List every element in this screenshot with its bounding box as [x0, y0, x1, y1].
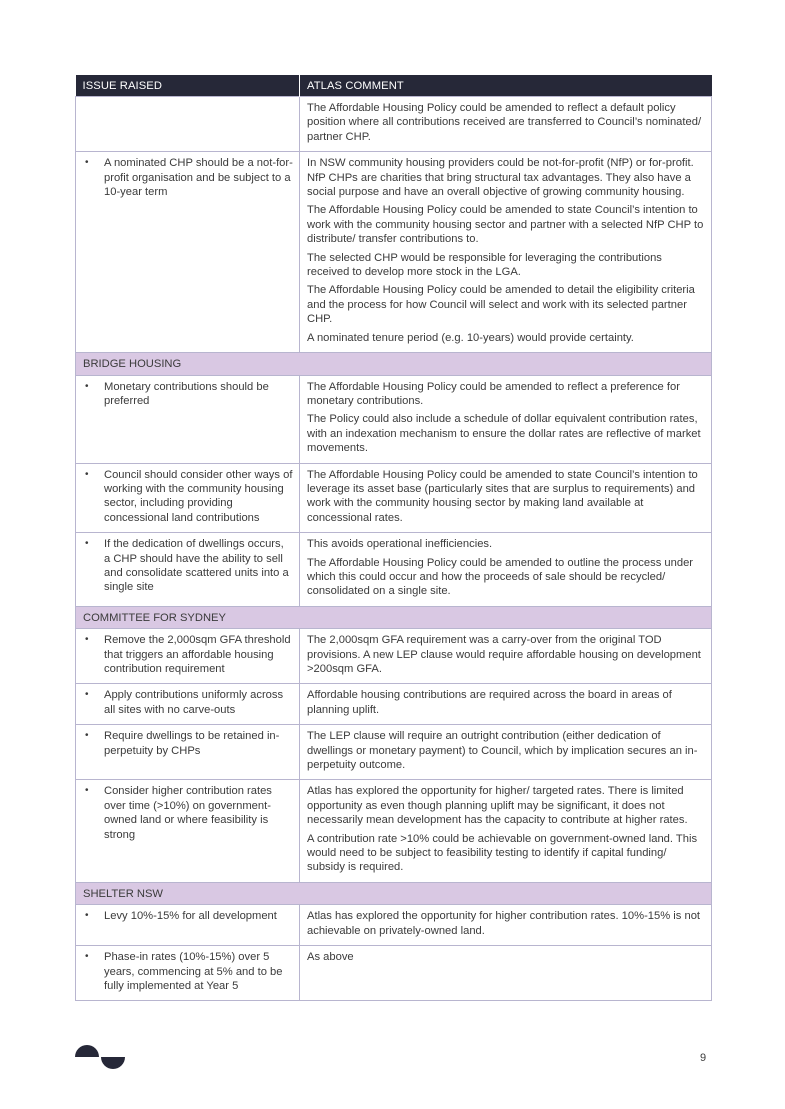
table-header-row	[76, 75, 712, 97]
comment-paragraph: The Policy could also include a schedule of dollar equivalent contribution rates, with an indexation mechanism to ensure the dollar rates are reflective of market movements.	[307, 413, 701, 455]
comment-cell	[300, 533, 712, 607]
comment-cell	[300, 463, 712, 533]
issue-text: A nominated CHP should be a not-for-profit organisation and be subject to a 10-year term	[104, 157, 293, 199]
issue-bullet	[83, 380, 293, 409]
atlas-wave-logo-icon	[75, 1044, 125, 1070]
comment-cell	[300, 629, 712, 684]
bullet-icon: •	[85, 951, 89, 963]
issue-bullet	[83, 729, 293, 758]
comment-cell	[300, 725, 712, 780]
issues-table	[75, 75, 712, 1001]
issue-bullet	[83, 468, 293, 526]
issue-cell	[76, 629, 300, 684]
bullet-icon: •	[85, 538, 89, 550]
issue-bullet	[83, 909, 293, 923]
table-row	[76, 533, 712, 607]
comment-paragraph: A nominated tenure period (e.g. 10-years) would provide certainty.	[307, 331, 634, 344]
table-row	[76, 725, 712, 780]
section-label: COMMITTEE FOR SYDNEY	[76, 606, 712, 628]
bullet-icon: •	[85, 689, 89, 701]
issue-cell	[76, 375, 300, 463]
issue-text: Levy 10%-15% for all development	[104, 910, 277, 923]
issue-bullet	[83, 784, 293, 842]
header-issue-raised: ISSUE RAISED	[76, 75, 300, 97]
table-row	[76, 629, 712, 684]
comment-paragraph: The Affordable Housing Policy could be amended to state Council’s intention to work with the community housing sector and partner with a selected NfP CHP to distribute/ transfer contributions to.	[307, 204, 704, 246]
issue-cell	[76, 152, 300, 353]
bullet-icon: •	[85, 380, 89, 392]
comment-paragraph: Affordable housing contributions are required across the board in areas of planning uplift.	[307, 689, 672, 716]
comment-paragraph: Atlas has explored the opportunity for higher contribution rates. 10%-15% is not achievable on privately-owned land.	[307, 910, 701, 937]
comment-paragraph: The selected CHP would be responsible for leveraging the contributions received to develop more stock in the LGA.	[307, 251, 662, 279]
issues-table-container	[75, 75, 711, 1001]
comment-paragraph: A contribution rate >10% could be achievable on government-owned land. This would need to be subject to feasibility testing to identify if capital funding/ subsidy is required.	[307, 832, 698, 874]
comment-paragraph: The Affordable Housing Policy could be amended to reflect a default policy position where all contributions received are transferred to Council’s nominated/ partner CHP.	[307, 102, 702, 143]
issue-text: Remove the 2,000sqm GFA threshold that triggers an affordable housing contribution requirement	[104, 634, 291, 675]
issue-cell	[76, 725, 300, 780]
table-row	[76, 780, 712, 882]
issue-text: Require dwellings to be retained in-perpetuity by CHPs	[104, 730, 280, 757]
comment-paragraph: In NSW community housing providers could be not-for-profit (NfP) or for-profit. NfP CHPs are charities that bring structural tax advantages. They also have a social purpose and have an overall objective of growing community housing.	[307, 157, 694, 199]
issue-text: Apply contributions uniformly across all sites with no carve-outs	[104, 689, 284, 716]
section-row	[76, 882, 712, 904]
table-row	[76, 463, 712, 533]
bullet-icon: •	[85, 785, 89, 797]
table-row	[76, 684, 712, 725]
issue-text: If the dedication of dwellings occurs, a CHP should have the ability to sell and consolidate scattered units into a single site	[104, 538, 289, 594]
table-row	[76, 97, 712, 152]
bullet-icon: •	[85, 468, 89, 480]
issue-cell	[76, 97, 300, 152]
table-row	[76, 905, 712, 946]
issue-bullet	[83, 156, 293, 199]
comment-paragraph: The Affordable Housing Policy could be amended to outline the process under which this could occur and how the proceeds of sale should be recycled/ consolidated on a single site.	[307, 556, 694, 598]
bullet-icon: •	[85, 910, 89, 922]
issue-cell	[76, 684, 300, 725]
comment-cell	[300, 905, 712, 946]
issue-text: Monetary contributions should be preferred	[104, 380, 269, 407]
issue-bullet	[83, 950, 293, 993]
issue-text: Phase-in rates (10%-15%) over 5 years, commencing at 5% and to be fully implemented at Year 5	[104, 951, 283, 992]
comment-paragraph: The Affordable Housing Policy could be amended to reflect a preference for monetary contributions.	[307, 380, 680, 407]
issue-cell	[76, 780, 300, 882]
section-label: SHELTER NSW	[76, 882, 712, 904]
issue-bullet	[83, 537, 293, 595]
comment-paragraph: Atlas has explored the opportunity for higher/ targeted rates. There is limited opportunity as even though planning uplift may be significant, it does not necessarily mean development has the capacity to contribute at higher rates.	[307, 785, 688, 827]
issue-bullet	[83, 633, 293, 676]
issue-cell	[76, 463, 300, 533]
comment-paragraph: The Affordable Housing Policy could be amended to state Council’s intention to leverage its asset base (particularly sites that are surplus to requirements) and work with the community housing sector by making land available at concessional rates.	[307, 468, 698, 524]
comment-paragraph: The Affordable Housing Policy could be amended to detail the eligibility criteria and the process for how Council will select and work with its selected partner CHP.	[307, 284, 695, 326]
issue-bullet	[83, 688, 293, 717]
table-row	[76, 375, 712, 463]
logo-lower-arc	[101, 1057, 125, 1069]
comment-paragraph: As above	[307, 951, 354, 964]
table-row	[76, 946, 712, 1001]
comment-cell	[300, 97, 712, 152]
table-row	[76, 152, 712, 353]
issue-cell	[76, 946, 300, 1001]
comment-paragraph: This avoids operational inefficiencies.	[307, 538, 493, 551]
bullet-icon: •	[85, 157, 89, 169]
page-number: 9	[700, 1052, 707, 1064]
section-row	[76, 606, 712, 628]
comment-paragraph: The LEP clause will require an outright contribution (either dedication of dwellings or monetary payment) to Council, which by implication secures an in-perpetuity outcome.	[307, 730, 698, 772]
logo-upper-arc	[75, 1045, 99, 1057]
issue-cell	[76, 533, 300, 607]
bullet-icon: •	[85, 634, 89, 646]
comment-cell	[300, 152, 712, 353]
comment-cell	[300, 375, 712, 463]
issue-cell	[76, 905, 300, 946]
bullet-icon: •	[85, 730, 89, 742]
header-atlas-comment: ATLAS COMMENT	[300, 75, 712, 97]
section-label: BRIDGE HOUSING	[76, 353, 712, 375]
comment-paragraph: The 2,000sqm GFA requirement was a carry-over from the original TOD provisions. A new LEP clause would require affordable housing on development >200sqm GFA.	[307, 634, 701, 675]
table-body	[76, 97, 712, 1001]
issue-text: Council should consider other ways of working with the community housing sector, including providing concessional land contributions	[104, 468, 293, 524]
comment-cell	[300, 684, 712, 725]
section-row	[76, 353, 712, 375]
comment-cell	[300, 946, 712, 1001]
issue-text: Consider higher contribution rates over time (>10%) on government-owned land or where feasibility is strong	[104, 785, 272, 841]
comment-cell	[300, 780, 712, 882]
